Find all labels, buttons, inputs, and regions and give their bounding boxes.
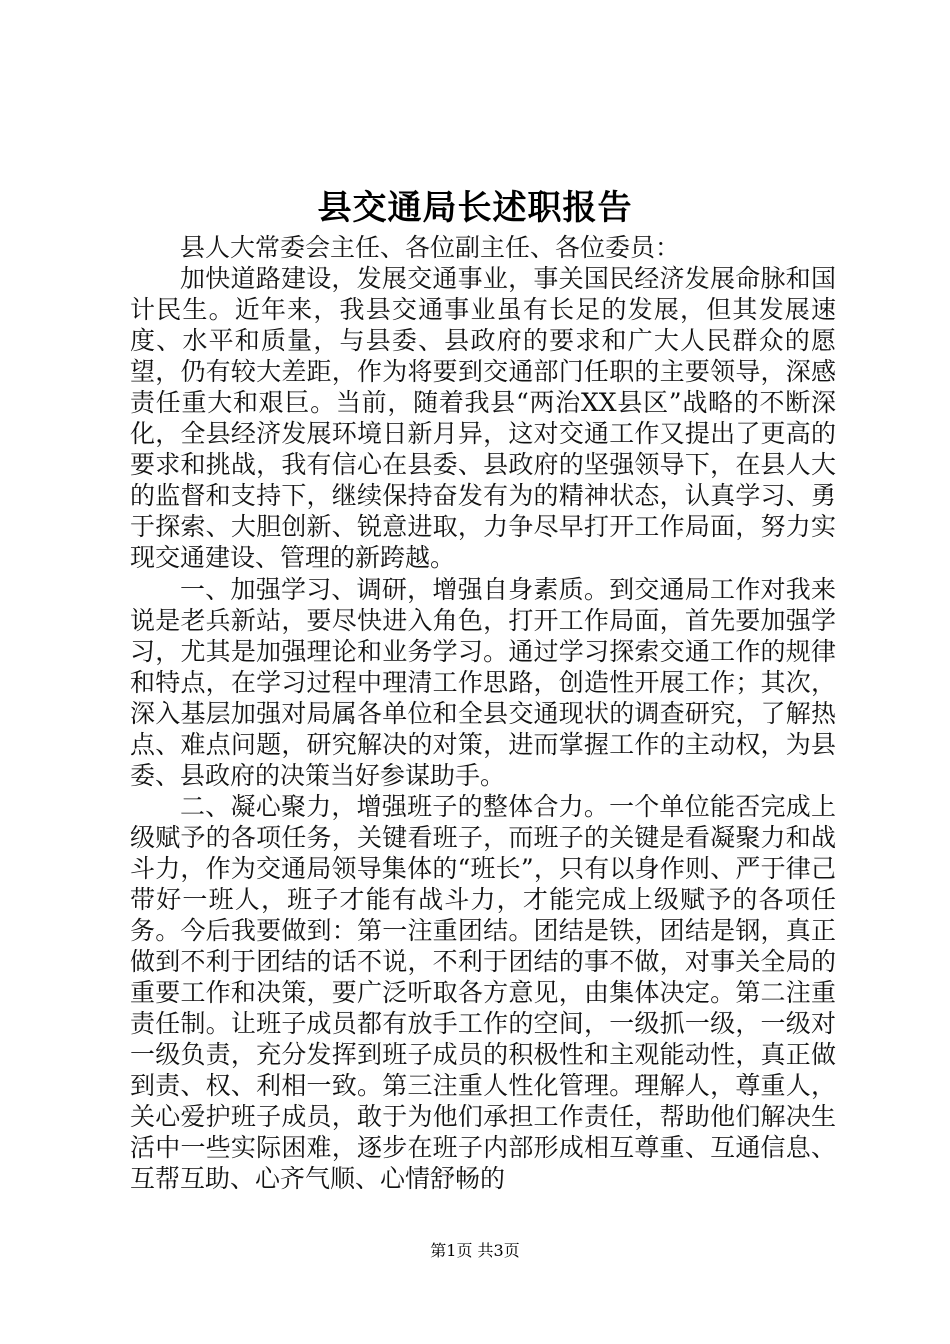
salutation: 县人大常委会主任、各位副主任、各位委员： (180, 233, 681, 262)
paragraph-intro: 加快道路建设，发展交通事业，事关国民经济发展命脉和国计民生。近年来，我县交通事业虽有长足的发展，但其发展速度、水平和质量，与县委、县政府的要求和广大人民群众的愿望，仍有较大差距，作为将要到交通部门任职的主要领导，深感责任重大和艰巨。当前，随着我县“两治XX县区”战略的不断深化，全县经济发展环境日新月异，这对交通工作又提出了更高的要求和挑战，我有信心在县委、县政府的坚强领导下，在县人大的监督和支持下，继续保持奋发有为的精神状态，认真学习、勇于探索、大胆创新、锐意进取，力争尽早打开工作局面，努力实现交通建设、管理的新跨越。 (130, 264, 836, 573)
document-body (130, 232, 836, 1194)
paragraph-section-1: 一、加强学习、调研，增强自身素质。到交通局工作对我来说是老兵新站，要尽快进入角色，打开工作局面，首先要加强学习，尤其是加强理论和业务学习。通过学习探索交通工作的规律和特点，在学习过程中理清工作思路，创造性开展工作；其次，深入基层加强对局属各单位和全县交通现状的调查研究，了解热点、难点问题，研究解决的对策，进而掌握工作的主动权，为县委、县政府的决策当好参谋助手。 (130, 574, 836, 790)
paragraph-section-2: 二、凝心聚力，增强班子的整体合力。一个单位能否完成上级赋予的各项任务，关键看班子，而班子的关键是看凝聚力和战斗力，作为交通局领导集体的“班长”，只有以身作则、严于律己带好一班人，班子才能有战斗力，才能完成上级赋予的各项任务。今后我要做到：第一注重团结。团结是铁，团结是钢，真正做到不利于团结的话不说，不利于团结的事不做，对事关全局的重要工作和决策，要广泛听取各方意见，由集体决定。第二注重责任制。让班子成员都有放手工作的空间，一级抓一级，一级对一级负责，充分发挥到班子成员的积极性和主观能动性，真正做到责、权、利相一致。第三注重人性化管理。理解人，尊重人，关心爱护班子成员，敢于为他们承担工作责任，帮助他们解决生活中一些实际困难，逐步在班子内部形成相互尊重、互通信息、互帮互助、心齐气顺、心情舒畅的 (130, 791, 836, 1194)
document-title: 县交通局长述职报告 (317, 188, 633, 228)
page-footer: 第1页 共3页 (430, 1241, 520, 1260)
